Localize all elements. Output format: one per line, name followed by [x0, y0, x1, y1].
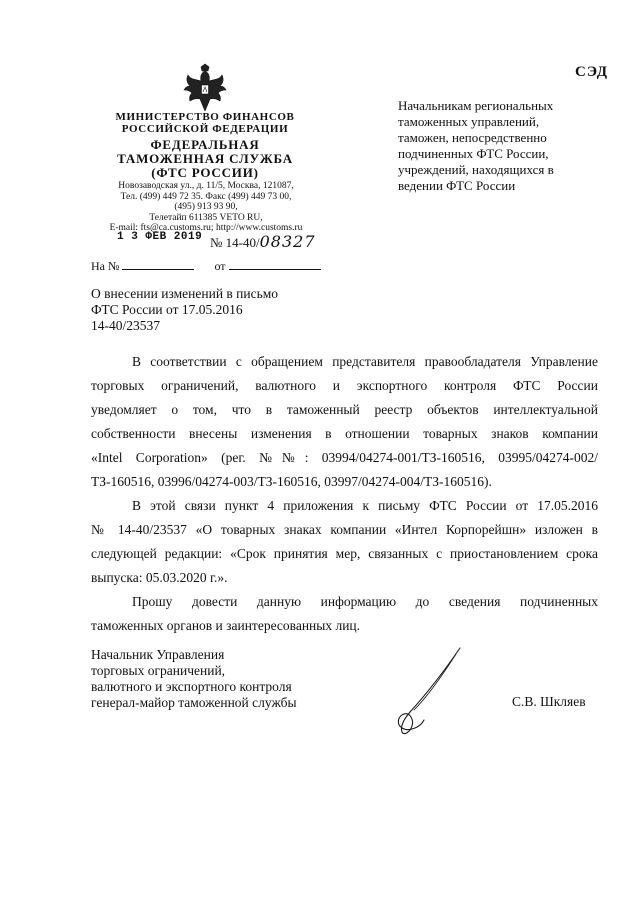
- subject-line: 14-40/23537: [91, 318, 160, 333]
- letter-body: [91, 350, 598, 638]
- handwritten-signature: [390, 640, 470, 740]
- date-stamp: 1 3 ФЕВ 2019: [117, 231, 203, 243]
- subject-line: ФТС России от 17.05.2016: [91, 302, 243, 317]
- signer-line: торговых ограничений,: [91, 663, 226, 678]
- contact-line: Телетайп 611385 VETO RU,: [149, 212, 263, 223]
- body-line: В этой связи пункт 4 приложения к письму ФТС России от 17.05.2016: [132, 498, 598, 513]
- signer-position: [91, 647, 297, 711]
- double-headed-eagle-emblem-icon: [182, 63, 228, 111]
- subject-line: О внесении изменений в письмо: [91, 286, 279, 301]
- body-line: ТЗ-160516, 03996/04274-003/ТЗ-160516, 03997/04274-004/ТЗ-160516).: [91, 474, 492, 489]
- body-line: торговых ограничений, валютного и экспортного контроля ФТС России: [91, 378, 598, 393]
- signer-line: Начальник Управления: [91, 647, 225, 662]
- ministry-line: МИНИСТЕРСТВО ФИНАНСОВ: [115, 111, 295, 123]
- addressee-line: Начальникам региональных: [398, 98, 554, 113]
- number-prefix: № 14-40/: [210, 235, 260, 250]
- body-line: выпуска: 05.03.2020 г.».: [91, 570, 228, 585]
- contact-line: (495) 913 93 90,: [174, 202, 238, 212]
- body-line: «Intel Corporation» (рег. №№: 03994/04274-001/ТЗ-160516, 03995/04274-002/: [91, 450, 598, 465]
- addressee-line: подчиненных ФТС России,: [398, 146, 549, 161]
- sed-marker: СЭД: [575, 64, 609, 80]
- addressee-line: таможенных управлений,: [398, 114, 540, 129]
- from-label: от: [214, 259, 226, 273]
- ref-label: На №: [91, 259, 120, 273]
- ref-number-blank: [122, 259, 194, 270]
- service-line: ТАМОЖЕННАЯ СЛУЖБА: [117, 151, 293, 166]
- addressee-line: таможен, непосредственно: [398, 130, 547, 145]
- handwritten-number: 08327: [259, 232, 316, 251]
- contact-info: [90, 181, 322, 234]
- service-name: [96, 138, 314, 180]
- body-line: № 14-40/23537 «О товарных знаках компании «Интел Корпорейшн» изложен в: [91, 522, 598, 537]
- body-line: следующей редакции: «Срок принятия мер, связанных с приостановлением срока: [91, 546, 598, 561]
- service-line: ФЕДЕРАЛЬНАЯ: [150, 137, 260, 152]
- outgoing-number: [210, 232, 316, 251]
- addressee-block: [398, 98, 598, 194]
- body-line: таможенных органов и заинтересованных лиц.: [91, 618, 361, 633]
- body-line: В соответствии с обращением представителя правообладателя Управление: [132, 354, 598, 369]
- signer-line: валютного и экспортного контроля: [91, 679, 292, 694]
- contact-line: Тел. (499) 449 72 35. Факс (499) 449 73 00,: [120, 191, 292, 202]
- signer-line: генерал-майор таможенной службы: [91, 695, 297, 710]
- body-line: уведомляет о том, что в таможенный реестр объектов интеллектуальной: [91, 402, 598, 417]
- ministry-line: РОССИЙСКОЙ ФЕДЕРАЦИИ: [121, 123, 289, 135]
- body-line: Прошу довести данную информацию до сведения подчиненных: [132, 594, 598, 609]
- addressee-line: учреждений, находящихся в: [398, 162, 554, 177]
- letter-subject: [91, 286, 351, 334]
- service-line: (ФТС РОССИИ): [151, 165, 259, 180]
- contact-line: E-mail: fts@ca.customs.ru; http://www.customs.ru: [109, 223, 303, 233]
- reference-line: [91, 259, 321, 274]
- ministry-name: [96, 111, 314, 135]
- addressee-line: ведении ФТС России: [398, 178, 516, 193]
- signer-name: С.В. Шкляев: [512, 694, 586, 709]
- ref-date-blank: [229, 259, 321, 270]
- body-line: собственности внесены изменения в отношении товарных знаков компании: [91, 426, 598, 441]
- contact-line: Новозаводская ул., д. 11/5, Москва, 121087,: [118, 181, 294, 191]
